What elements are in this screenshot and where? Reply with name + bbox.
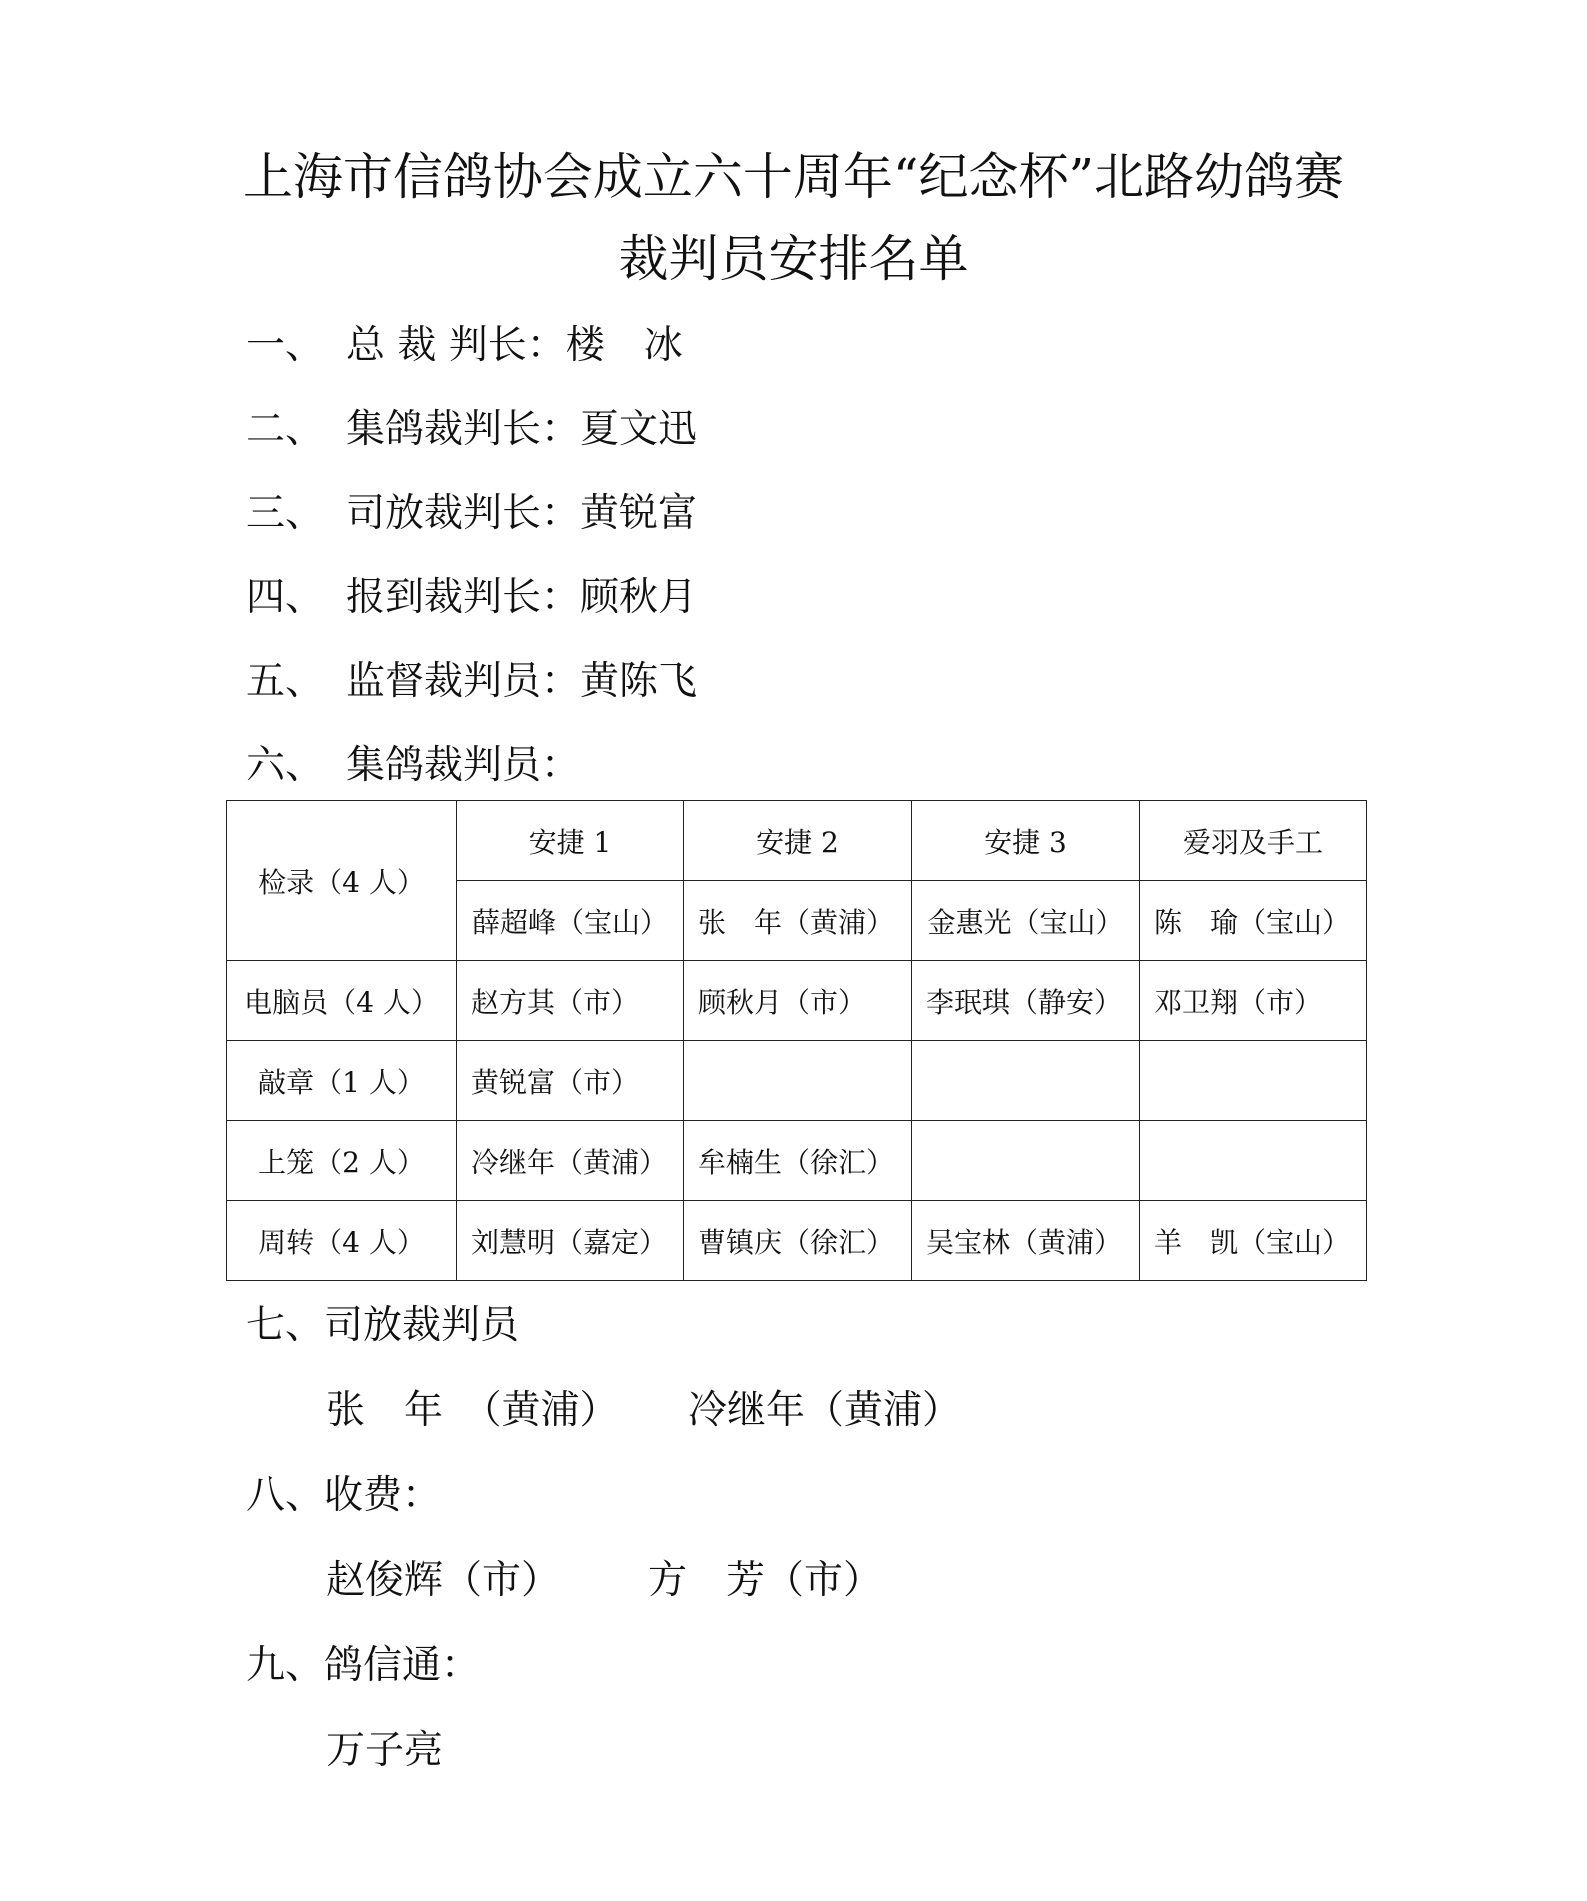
item-6 [246, 743, 581, 788]
item-number: 五、 [246, 659, 325, 704]
column-header: 安捷 1 [457, 801, 684, 881]
row-label: 周转（4 人） [227, 1201, 457, 1281]
item-person: 黄锐富 [580, 491, 698, 536]
row-label: 敲章（1 人） [227, 1041, 457, 1121]
table-cell: 赵方其（市） [457, 961, 684, 1041]
item-2 [246, 407, 698, 452]
item-number: 六、 [246, 743, 325, 788]
table-cell: 羊 凯（宝山） [1140, 1201, 1367, 1281]
column-header: 安捷 3 [912, 801, 1140, 881]
table-cell: 冷继年（黄浦） [457, 1121, 684, 1201]
item-number: 一、 [246, 323, 325, 368]
row-label: 检录（4 人） [227, 801, 457, 961]
roster-table [226, 800, 1367, 1281]
section-7-person: 冷继年（黄浦） [688, 1388, 962, 1433]
row-label: 上笼（2 人） [227, 1121, 457, 1201]
item-number: 三、 [246, 491, 325, 536]
item-role: 总 裁 判长： [346, 323, 566, 368]
section-8-person: 方 芳（市） [648, 1558, 883, 1603]
item-person: 楼 冰 [565, 323, 683, 368]
table-cell [684, 1041, 912, 1121]
document-title: 上海市信鸽协会成立六十周年“纪念杯”北路幼鸽赛 [242, 148, 1345, 206]
section-7-heading: 七、司放裁判员 [246, 1303, 520, 1348]
table-cell: 顾秋月（市） [684, 961, 912, 1041]
table-cell [1140, 1121, 1367, 1201]
column-header: 安捷 2 [684, 801, 912, 881]
item-4 [246, 575, 698, 620]
table-cell [1140, 1041, 1367, 1121]
table-cell: 吴宝林（黄浦） [912, 1201, 1140, 1281]
table-cell: 黄锐富（市） [457, 1041, 684, 1121]
section-7-person: 张 年 （黄浦） [326, 1388, 619, 1433]
table-cell: 金惠光（宝山） [912, 881, 1140, 961]
table-cell: 薛超峰（宝山） [457, 881, 684, 961]
column-header: 爱羽及手工 [1140, 801, 1367, 881]
item-number: 二、 [246, 407, 325, 452]
item-role: 司放裁判长： [346, 491, 581, 536]
table-row [227, 961, 1367, 1041]
section-9-person: 万子亮 [326, 1728, 444, 1773]
item-5 [246, 659, 698, 704]
table-cell: 邓卫翔（市） [1140, 961, 1367, 1041]
table-cell: 张 年（黄浦） [684, 881, 912, 961]
item-person: 黄陈飞 [580, 659, 698, 704]
table-cell: 牟楠生（徐汇） [684, 1121, 912, 1201]
table-row [227, 1121, 1367, 1201]
table-cell: 李珉琪（静安） [912, 961, 1140, 1041]
item-1 [246, 323, 683, 368]
item-person: 顾秋月 [580, 575, 698, 620]
item-role: 集鸽裁判员： [346, 743, 581, 788]
item-role: 监督裁判员： [346, 659, 581, 704]
table-cell [912, 1041, 1140, 1121]
table-cell: 陈 瑜（宝山） [1140, 881, 1367, 961]
table-cell: 刘慧明（嘉定） [457, 1201, 684, 1281]
table-cell: 曹镇庆（徐汇） [684, 1201, 912, 1281]
item-role: 报到裁判长： [346, 575, 581, 620]
section-9-heading: 九、鸽信通： [246, 1643, 481, 1688]
table-row [227, 801, 1367, 881]
item-role: 集鸽裁判长： [346, 407, 581, 452]
item-3 [246, 491, 698, 536]
table-row [227, 1041, 1367, 1121]
table-cell [912, 1121, 1140, 1201]
document-subtitle: 裁判员安排名单 [618, 230, 969, 288]
section-8-heading: 八、收费： [246, 1473, 442, 1518]
row-label: 电脑员（4 人） [227, 961, 457, 1041]
item-number: 四、 [246, 575, 325, 620]
item-person: 夏文迅 [580, 407, 698, 452]
table-row [227, 1201, 1367, 1281]
section-8-person: 赵俊辉（市） [326, 1558, 561, 1603]
